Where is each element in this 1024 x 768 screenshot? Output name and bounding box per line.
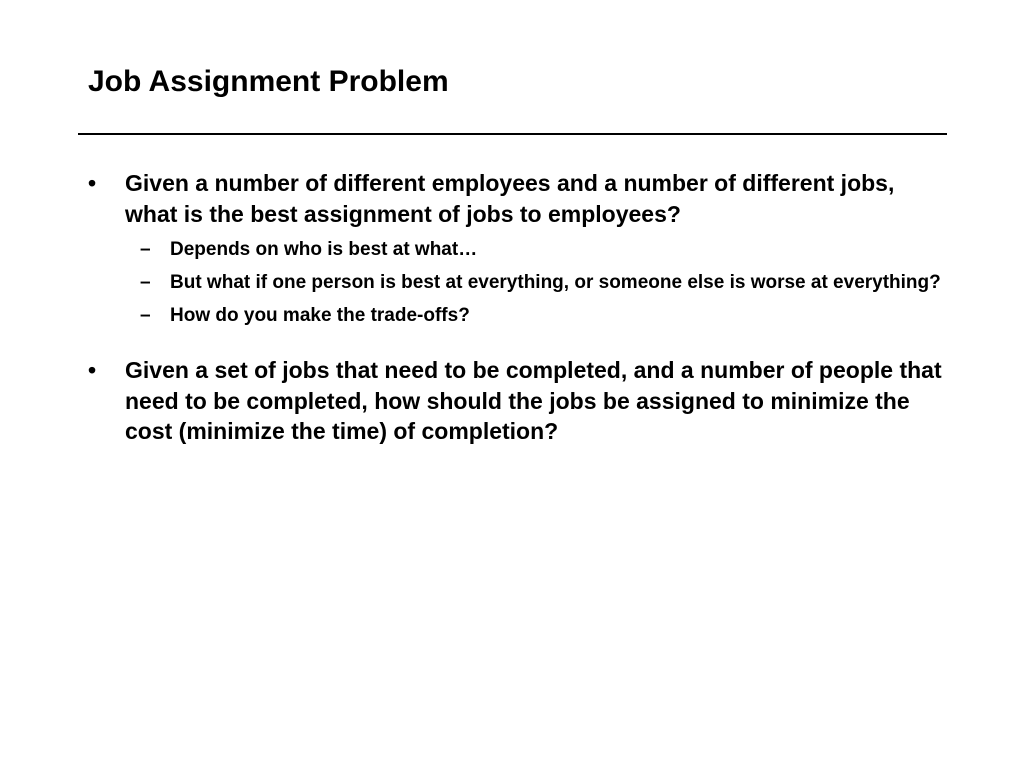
- sub-bullet-item: [140, 238, 948, 262]
- bullet-marker: •: [88, 357, 97, 383]
- sub-bullet-list: [140, 238, 948, 328]
- slide-content: [88, 168, 948, 447]
- bullet-item: [88, 168, 948, 328]
- sub-bullet-marker: –: [140, 305, 151, 326]
- sub-bullet-item: [140, 304, 948, 328]
- sub-bullet-marker: –: [140, 272, 151, 293]
- sub-bullet-marker: –: [140, 239, 151, 260]
- sub-bullet-text: How do you make the trade-offs?: [170, 305, 470, 326]
- sub-bullet-item: [140, 271, 948, 295]
- slide-title: Job Assignment Problem: [88, 65, 449, 98]
- sub-bullet-text: Depends on who is best at what…: [170, 239, 478, 260]
- bullet-text: Given a number of different employees and a number of different jobs, what is the best assignment of jobs to employees?: [125, 170, 895, 227]
- bullet-marker: •: [88, 170, 97, 196]
- title-divider: [78, 133, 947, 135]
- sub-bullet-text: But what if one person is best at everything, or someone else is worse at everything?: [170, 272, 941, 293]
- bullet-item: [88, 355, 948, 447]
- bullet-text: Given a set of jobs that need to be completed, and a number of people that need to be completed, how should the jobs be assigned to minimize the cost (minimize the time) of completion?: [125, 357, 942, 444]
